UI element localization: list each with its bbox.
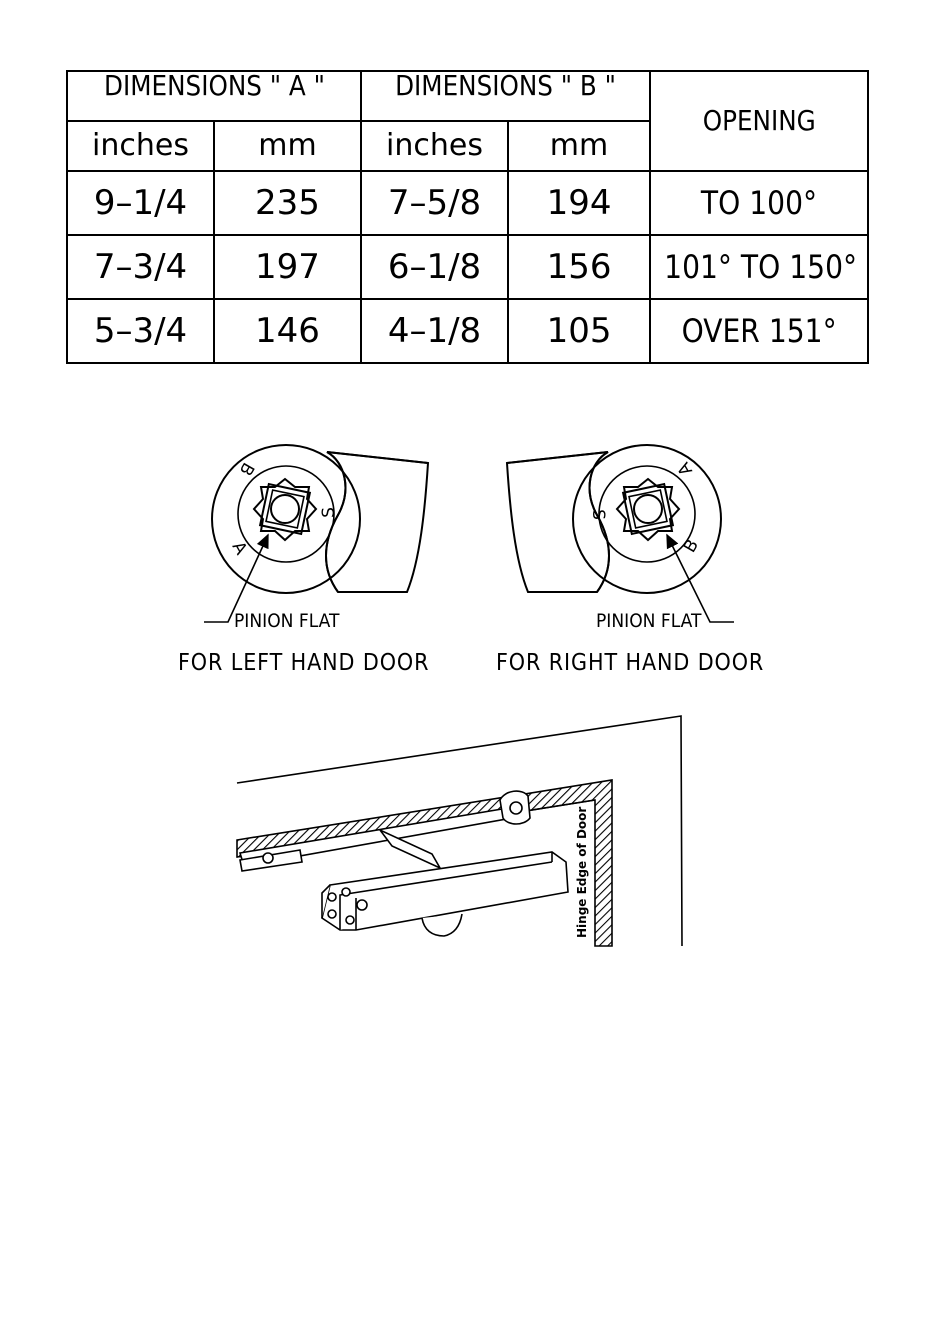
pinion-star xyxy=(254,479,316,540)
cell-opening: 101° TO 150° xyxy=(650,235,868,299)
left-letter-b: B xyxy=(234,458,258,479)
cell-a-mm: 197 xyxy=(214,235,361,299)
cell-b-mm: 156 xyxy=(508,235,650,299)
right-letter-a: A xyxy=(673,458,697,479)
right-hand-pinion-diagram xyxy=(507,445,734,622)
cell-a-inches: 7–3/4 xyxy=(67,235,214,299)
cell-opening: OVER 151° xyxy=(650,299,868,363)
left-letter-s: S xyxy=(318,507,339,518)
header-mm-a: mm xyxy=(214,121,361,171)
hinge-edge-label: Hinge Edge of Door xyxy=(575,806,589,938)
cell-b-mm: 194 xyxy=(508,171,650,235)
cell-a-inches: 9–1/4 xyxy=(67,171,214,235)
closer-body xyxy=(322,852,568,936)
header-inches-b: inches xyxy=(361,121,508,171)
cell-a-mm: 146 xyxy=(214,299,361,363)
pinion-shaft xyxy=(271,495,299,523)
left-letter-a: A xyxy=(227,538,251,559)
cell-opening: TO 100° xyxy=(650,171,868,235)
right-pinion-flat-label: PINION FLAT xyxy=(596,610,702,632)
cell-b-inches: 4–1/8 xyxy=(361,299,508,363)
left-pinion-flat-label: PINION FLAT xyxy=(234,610,340,632)
header-dimensions-b: DIMENSIONS " B " xyxy=(361,71,650,121)
left-hand-door-caption: FOR LEFT HAND DOOR xyxy=(178,650,430,676)
right-letter-b: B xyxy=(679,536,703,557)
header-opening: OPENING xyxy=(650,71,868,171)
cell-b-mm: 105 xyxy=(508,299,650,363)
cell-b-inches: 7–5/8 xyxy=(361,171,508,235)
pinion-shaft xyxy=(634,495,662,523)
header-dimensions-a: DIMENSIONS " A " xyxy=(67,71,361,121)
pinion-star xyxy=(617,479,679,540)
installation-diagram xyxy=(237,716,682,946)
header-inches-a: inches xyxy=(67,121,214,171)
cell-a-inches: 5–3/4 xyxy=(67,299,214,363)
cell-a-mm: 235 xyxy=(214,171,361,235)
arm-body xyxy=(326,452,428,592)
cell-b-inches: 6–1/8 xyxy=(361,235,508,299)
right-hand-door-caption: FOR RIGHT HAND DOOR xyxy=(496,650,765,676)
right-letter-s: S xyxy=(587,509,608,520)
header-mm-b: mm xyxy=(508,121,650,171)
left-hand-pinion-diagram xyxy=(204,445,428,622)
